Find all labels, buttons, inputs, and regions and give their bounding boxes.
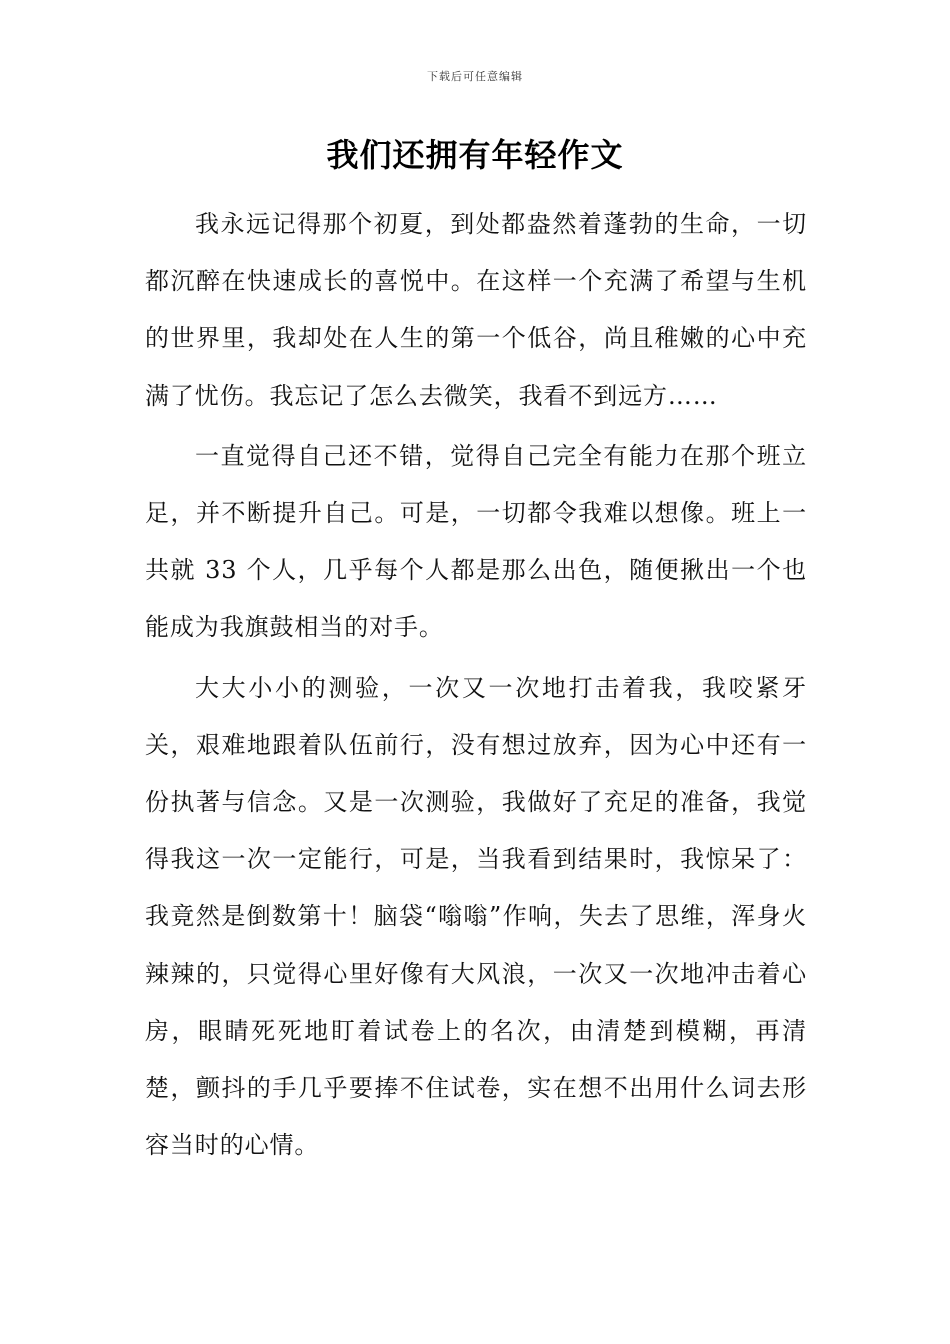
header-note: 下载后可任意编辑 [427,70,523,83]
paragraph-2: 一直觉得自己还不错，觉得自己完全有能力在那个班立足，并不断提升自己。可是，一切都令我难以想像。班上一共就 33 个人，几乎每个人都是那么出色，随便揪出一个也能成为我旗鼓相当的对手。 [145,441,807,642]
document-title: 我们还拥有年轻作文 [326,136,624,174]
paragraph-3: 大大小小的测验，一次又一次地打击着我，我咬紧牙关，艰难地跟着队伍前行，没有想过放弃，因为心中还有一份执著与信念。又是一次测验，我做好了充足的准备，我觉得我这一次一定能行，可是，当我看到结果时，我惊呆了：我竟然是倒数第十！脑袋“嗡嗡”作响，失去了思维，浑身火辣辣的，只觉得心里好像有大风浪，一次又一次地冲击着心房，眼睛死死地盯着试卷上的名次，由清楚到模糊，再清楚，颤抖的手几乎要捧不住试卷，实在想不出用什么词去形容当时的心情。 [145,673,807,1160]
paragraph-1: 我永远记得那个初夏，到处都盎然着蓬勃的生命，一切都沉醉在快速成长的喜悦中。在这样一个充满了希望与生机的世界里，我却处在人生的第一个低谷，尚且稚嫩的心中充满了忧伤。我忘记了怎么去微笑，我看不到远方…… [145,210,807,410]
document-body [145,196,807,1177]
